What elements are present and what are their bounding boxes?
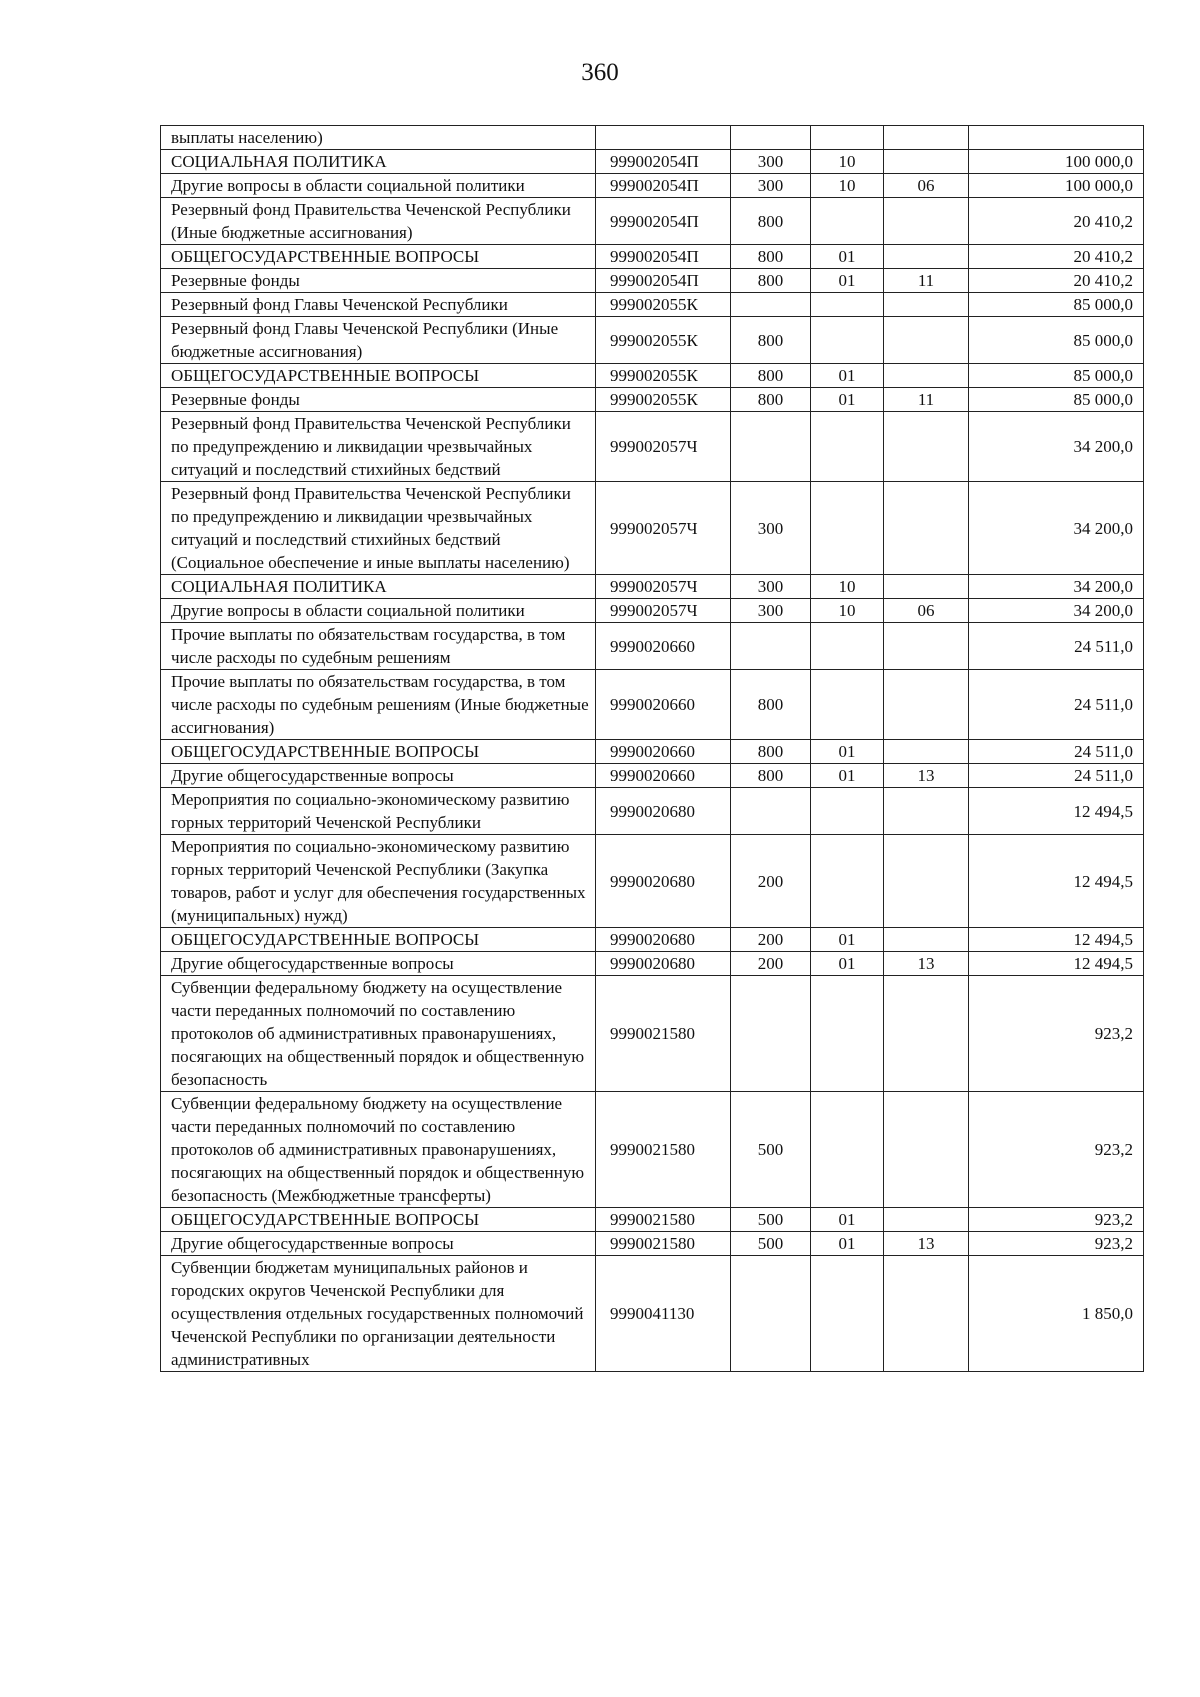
expense-type-cell: [731, 293, 811, 317]
table-row: [161, 740, 1144, 764]
expense-type-cell: 300: [731, 482, 811, 575]
table-row: [161, 126, 1144, 150]
section-cell: 10: [811, 150, 884, 174]
expense-type-cell: 500: [731, 1232, 811, 1256]
amount-cell: 85 000,0: [969, 293, 1144, 317]
target-code-cell: 9990041130: [596, 1256, 731, 1372]
expense-name-cell: СОЦИАЛЬНАЯ ПОЛИТИКА: [161, 150, 596, 174]
expense-name-cell: Другие вопросы в области социальной политики: [161, 174, 596, 198]
expense-type-cell: 300: [731, 174, 811, 198]
table-row: [161, 575, 1144, 599]
table-row: [161, 835, 1144, 928]
section-cell: 01: [811, 269, 884, 293]
target-code-cell: 9990020660: [596, 740, 731, 764]
expense-name-cell: Резервный фонд Правительства Чеченской Республики по предупреждению и ликвидации чрезвычайных ситуаций и последствий стихийных бедствий: [161, 412, 596, 482]
table-row: [161, 150, 1144, 174]
amount-cell: 923,2: [969, 1092, 1144, 1208]
target-code-cell: 999002055К: [596, 293, 731, 317]
expense-name-cell: Резервные фонды: [161, 388, 596, 412]
expense-name-cell: Резервный фонд Главы Чеченской Республики: [161, 293, 596, 317]
section-cell: 10: [811, 599, 884, 623]
target-code-cell: 9990020680: [596, 928, 731, 952]
table-row: [161, 1208, 1144, 1232]
target-code-cell: 999002057Ч: [596, 482, 731, 575]
expense-name-cell: Другие общегосударственные вопросы: [161, 764, 596, 788]
amount-cell: 34 200,0: [969, 575, 1144, 599]
amount-cell: 923,2: [969, 1208, 1144, 1232]
expense-name-cell: Субвенции бюджетам муниципальных районов и городских округов Чеченской Республики для осуществления отдельных государственных полномочий Чеченской Республики по организации деятельности административных: [161, 1256, 596, 1372]
expense-type-cell: [731, 1256, 811, 1372]
expense-name-cell: Субвенции федеральному бюджету на осуществление части переданных полномочий по составлению протоколов об административных правонарушениях, посягающих на общественный порядок и общественную безопасность (Межбюджетные трансферты): [161, 1092, 596, 1208]
subsection-cell: [884, 1256, 969, 1372]
table-row: [161, 198, 1144, 245]
amount-cell: 24 511,0: [969, 670, 1144, 740]
section-cell: [811, 1092, 884, 1208]
expense-type-cell: [731, 788, 811, 835]
subsection-cell: [884, 364, 969, 388]
subsection-cell: [884, 126, 969, 150]
section-cell: [811, 126, 884, 150]
expense-type-cell: [731, 623, 811, 670]
amount-cell: 34 200,0: [969, 412, 1144, 482]
amount-cell: 923,2: [969, 976, 1144, 1092]
subsection-cell: 06: [884, 599, 969, 623]
section-cell: 01: [811, 245, 884, 269]
section-cell: 01: [811, 928, 884, 952]
subsection-cell: 13: [884, 764, 969, 788]
amount-cell: 24 511,0: [969, 623, 1144, 670]
expense-type-cell: 800: [731, 269, 811, 293]
amount-cell: [969, 126, 1144, 150]
amount-cell: 12 494,5: [969, 835, 1144, 928]
expense-type-cell: 800: [731, 764, 811, 788]
target-code-cell: 9990020660: [596, 623, 731, 670]
expense-name-cell: Прочие выплаты по обязательствам государства, в том числе расходы по судебным решениям (Иные бюджетные ассигнования): [161, 670, 596, 740]
expense-type-cell: 800: [731, 740, 811, 764]
target-code-cell: 999002055К: [596, 364, 731, 388]
table-row: [161, 1232, 1144, 1256]
table-row: [161, 788, 1144, 835]
expense-name-cell: Резервные фонды: [161, 269, 596, 293]
table-row: [161, 174, 1144, 198]
budget-table: [160, 125, 1144, 1372]
subsection-cell: [884, 1092, 969, 1208]
target-code-cell: 9990021580: [596, 1092, 731, 1208]
subsection-cell: [884, 928, 969, 952]
table-row: [161, 976, 1144, 1092]
section-cell: [811, 412, 884, 482]
table-row: [161, 245, 1144, 269]
subsection-cell: 13: [884, 1232, 969, 1256]
subsection-cell: [884, 482, 969, 575]
target-code-cell: 9990021580: [596, 1208, 731, 1232]
amount-cell: 85 000,0: [969, 317, 1144, 364]
section-cell: 10: [811, 174, 884, 198]
table-row: [161, 317, 1144, 364]
target-code-cell: 999002054П: [596, 150, 731, 174]
expense-name-cell: Другие общегосударственные вопросы: [161, 952, 596, 976]
expense-name-cell: ОБЩЕГОСУДАРСТВЕННЫЕ ВОПРОСЫ: [161, 928, 596, 952]
expense-name-cell: выплаты населению): [161, 126, 596, 150]
target-code-cell: 999002054П: [596, 174, 731, 198]
subsection-cell: [884, 1208, 969, 1232]
section-cell: [811, 623, 884, 670]
amount-cell: 1 850,0: [969, 1256, 1144, 1372]
expense-type-cell: 800: [731, 317, 811, 364]
amount-cell: 12 494,5: [969, 952, 1144, 976]
amount-cell: 85 000,0: [969, 388, 1144, 412]
amount-cell: 20 410,2: [969, 245, 1144, 269]
amount-cell: 923,2: [969, 1232, 1144, 1256]
expense-type-cell: 300: [731, 150, 811, 174]
subsection-cell: [884, 740, 969, 764]
target-code-cell: 999002057Ч: [596, 412, 731, 482]
section-cell: 01: [811, 364, 884, 388]
subsection-cell: [884, 150, 969, 174]
section-cell: 01: [811, 764, 884, 788]
expense-name-cell: Резервный фонд Правительства Чеченской Республики по предупреждению и ликвидации чрезвычайных ситуаций и последствий стихийных бедствий (Социальное обеспечение и иные выплаты населению): [161, 482, 596, 575]
section-cell: [811, 976, 884, 1092]
table-row: [161, 928, 1144, 952]
subsection-cell: [884, 317, 969, 364]
target-code-cell: 9990021580: [596, 1232, 731, 1256]
amount-cell: 100 000,0: [969, 174, 1144, 198]
amount-cell: 20 410,2: [969, 269, 1144, 293]
table-row: [161, 293, 1144, 317]
target-code-cell: 999002055К: [596, 388, 731, 412]
expense-type-cell: 800: [731, 198, 811, 245]
section-cell: [811, 1256, 884, 1372]
page-number: 360: [581, 59, 619, 86]
expense-type-cell: 500: [731, 1092, 811, 1208]
expense-type-cell: 200: [731, 835, 811, 928]
expense-type-cell: 500: [731, 1208, 811, 1232]
table-row: [161, 482, 1144, 575]
amount-cell: 24 511,0: [969, 764, 1144, 788]
subsection-cell: [884, 835, 969, 928]
section-cell: [811, 317, 884, 364]
expense-type-cell: 300: [731, 575, 811, 599]
table-row: [161, 269, 1144, 293]
table-row: [161, 412, 1144, 482]
expense-type-cell: [731, 126, 811, 150]
amount-cell: 100 000,0: [969, 150, 1144, 174]
amount-cell: 34 200,0: [969, 599, 1144, 623]
section-cell: [811, 835, 884, 928]
section-cell: [811, 670, 884, 740]
subsection-cell: [884, 623, 969, 670]
table-row: [161, 623, 1144, 670]
target-code-cell: 9990021580: [596, 976, 731, 1092]
target-code-cell: 9990020660: [596, 670, 731, 740]
expense-type-cell: 800: [731, 388, 811, 412]
subsection-cell: 06: [884, 174, 969, 198]
table-row: [161, 599, 1144, 623]
expense-type-cell: 200: [731, 928, 811, 952]
table-row: [161, 1256, 1144, 1372]
section-cell: 10: [811, 575, 884, 599]
expense-name-cell: СОЦИАЛЬНАЯ ПОЛИТИКА: [161, 575, 596, 599]
expense-type-cell: 800: [731, 670, 811, 740]
subsection-cell: [884, 293, 969, 317]
amount-cell: 24 511,0: [969, 740, 1144, 764]
subsection-cell: [884, 412, 969, 482]
expense-name-cell: Другие вопросы в области социальной политики: [161, 599, 596, 623]
expense-type-cell: 800: [731, 364, 811, 388]
target-code-cell: 999002057Ч: [596, 599, 731, 623]
subsection-cell: 11: [884, 388, 969, 412]
target-code-cell: 999002054П: [596, 198, 731, 245]
expense-type-cell: [731, 412, 811, 482]
section-cell: [811, 788, 884, 835]
table-row: [161, 364, 1144, 388]
expense-name-cell: Субвенции федеральному бюджету на осуществление части переданных полномочий по составлению протоколов об административных правонарушениях, посягающих на общественный порядок и общественную безопасность: [161, 976, 596, 1092]
amount-cell: 12 494,5: [969, 788, 1144, 835]
section-cell: 01: [811, 740, 884, 764]
expense-name-cell: Резервный фонд Главы Чеченской Республики (Иные бюджетные ассигнования): [161, 317, 596, 364]
target-code-cell: 9990020660: [596, 764, 731, 788]
section-cell: 01: [811, 388, 884, 412]
section-cell: 01: [811, 1208, 884, 1232]
expense-type-cell: 200: [731, 952, 811, 976]
expense-type-cell: 300: [731, 599, 811, 623]
target-code-cell: 999002055К: [596, 317, 731, 364]
section-cell: [811, 482, 884, 575]
subsection-cell: [884, 976, 969, 1092]
budget-table-body: [161, 126, 1144, 1372]
table-row: [161, 1092, 1144, 1208]
section-cell: [811, 293, 884, 317]
subsection-cell: [884, 788, 969, 835]
subsection-cell: [884, 198, 969, 245]
expense-name-cell: ОБЩЕГОСУДАРСТВЕННЫЕ ВОПРОСЫ: [161, 740, 596, 764]
table-row: [161, 952, 1144, 976]
amount-cell: 20 410,2: [969, 198, 1144, 245]
target-code-cell: [596, 126, 731, 150]
expense-name-cell: Мероприятия по социально-экономическому развитию горных территорий Чеченской Республики (Закупка товаров, работ и услуг для обеспечения государственных (муниципальных) нужд): [161, 835, 596, 928]
target-code-cell: 9990020680: [596, 835, 731, 928]
subsection-cell: 13: [884, 952, 969, 976]
target-code-cell: 9990020680: [596, 952, 731, 976]
expense-name-cell: Другие общегосударственные вопросы: [161, 1232, 596, 1256]
subsection-cell: 11: [884, 269, 969, 293]
table-row: [161, 670, 1144, 740]
expense-type-cell: [731, 976, 811, 1092]
target-code-cell: 999002054П: [596, 245, 731, 269]
subsection-cell: [884, 575, 969, 599]
expense-name-cell: Резервный фонд Правительства Чеченской Республики (Иные бюджетные ассигнования): [161, 198, 596, 245]
table-row: [161, 388, 1144, 412]
target-code-cell: 999002054П: [596, 269, 731, 293]
expense-name-cell: Мероприятия по социально-экономическому развитию горных территорий Чеченской Республики: [161, 788, 596, 835]
section-cell: 01: [811, 952, 884, 976]
expense-name-cell: Прочие выплаты по обязательствам государства, в том числе расходы по судебным решениям: [161, 623, 596, 670]
amount-cell: 34 200,0: [969, 482, 1144, 575]
subsection-cell: [884, 670, 969, 740]
expense-name-cell: ОБЩЕГОСУДАРСТВЕННЫЕ ВОПРОСЫ: [161, 1208, 596, 1232]
expense-type-cell: 800: [731, 245, 811, 269]
expense-name-cell: ОБЩЕГОСУДАРСТВЕННЫЕ ВОПРОСЫ: [161, 245, 596, 269]
table-row: [161, 764, 1144, 788]
expense-name-cell: ОБЩЕГОСУДАРСТВЕННЫЕ ВОПРОСЫ: [161, 364, 596, 388]
target-code-cell: 999002057Ч: [596, 575, 731, 599]
section-cell: [811, 198, 884, 245]
amount-cell: 12 494,5: [969, 928, 1144, 952]
amount-cell: 85 000,0: [969, 364, 1144, 388]
subsection-cell: [884, 245, 969, 269]
target-code-cell: 9990020680: [596, 788, 731, 835]
section-cell: 01: [811, 1232, 884, 1256]
